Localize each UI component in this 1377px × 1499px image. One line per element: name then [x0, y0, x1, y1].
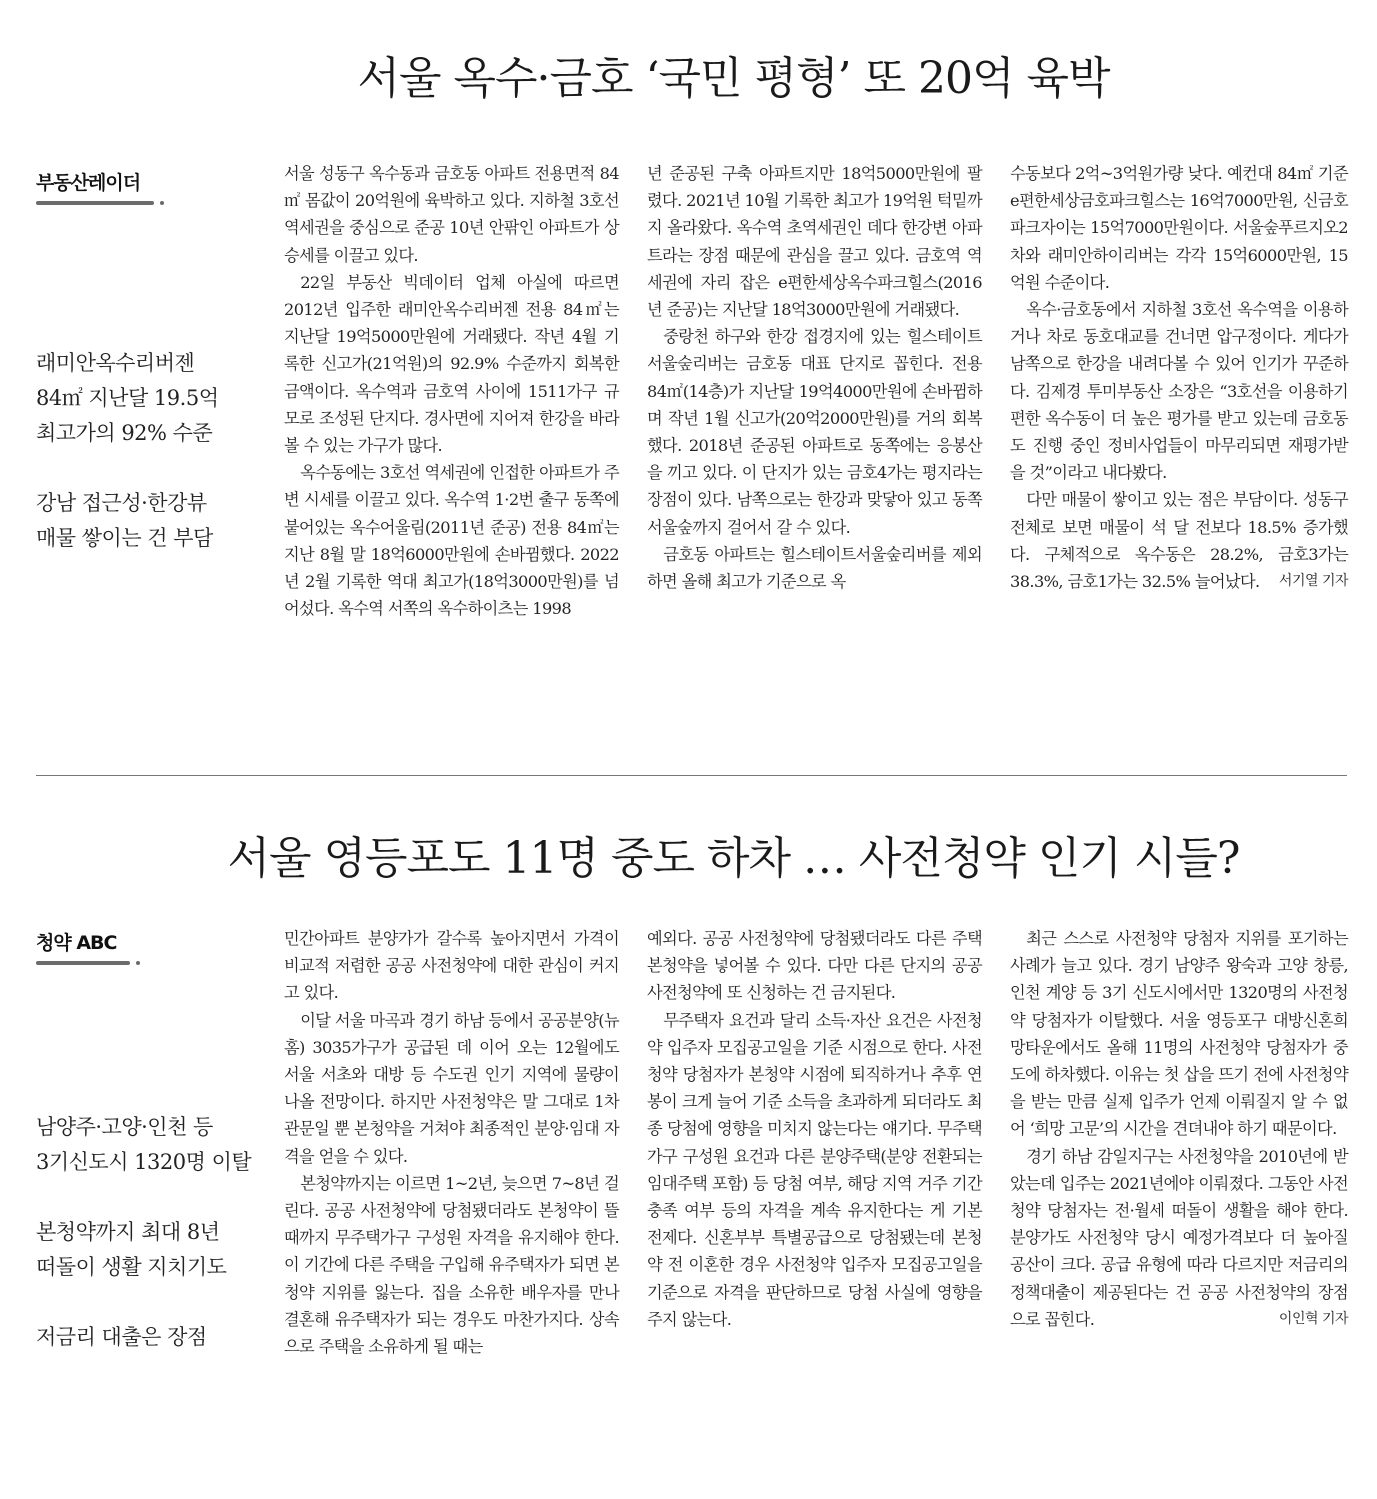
- deck-line: 강남 접근성·한강뷰: [36, 491, 207, 515]
- paragraph: 22일 부동산 빅데이터 업체 아실에 따르면 2012년 입주한 래미안옥수리버젠 전용 84㎡는 지난달 19억5000만원에 거래됐다. 작년 4월 기록한 신고가(21억원)의 92.9% 수준까지 회복한 금액이다. 옥수역과 금호역 사이에 1511가구 규모로 조성된 단지다. 경사면에 지어져 한강을 바라볼 수 있는 가구가 많다.: [284, 272, 619, 456]
- paragraph-text: 경기 하남 감일지구는 사전청약을 2010년에 받았는데 입주는 2021년에야 이뤄졌다. 그동안 사전청약 당첨자는 전·월세 떠돌이 생활을 해야 한다. 분양가도 사전청약 당시 예정가격보다 더 높아질 공산이 크다. 공급 유형에 따라 다르지만 저금리의 정책대출이 제공된다는 건 공공 사전청약의 장점으로 꼽힌다.: [1010, 1146, 1348, 1329]
- article2-column-1: [284, 925, 619, 1360]
- paragraph-with-byline: [1010, 486, 1348, 595]
- section-label-underline: [36, 201, 154, 205]
- paragraph: 예외다. 공공 사전청약에 당첨됐더라도 다른 주택 본청약을 넣어볼 수 있다. 다만 다른 단지의 공공 사전청약에 또 신청하는 건 금지된다.: [647, 929, 982, 1003]
- article2-deck: [36, 1110, 276, 1355]
- article1-body: [284, 160, 1348, 622]
- article2-body: [284, 925, 1348, 1360]
- deck-line: 본청약까지 최대 8년: [36, 1220, 220, 1244]
- article1-deck-1: [36, 346, 276, 556]
- paragraph: 이달 서울 마곡과 경기 하남 등에서 공공분양(뉴홈) 3035가구가 공급된 데 이어 오는 12월에도 서울 서초와 대방 등 수도권 인기 지역에 물량이 나올 전망이다. 하지만 사전청약은 말 그대로 1차 관문일 뿐 본청약을 거쳐야 최종적인 분양·임대 자격을 얻을 수 있다.: [284, 1010, 619, 1166]
- deck-spacer: [36, 1285, 276, 1320]
- deck-line: 래미안옥수리버젠: [36, 351, 195, 375]
- paragraph-text: 다만 매물이 쌓이고 있는 점은 부담이다. 성동구 전체로 보면 매물이 석 달 전보다 18.5% 증가했다. 구체적으로 옥수동은 28.2%, 금호3가는 38.3%, 금호1가는 32.5% 늘어났다.: [1010, 490, 1348, 592]
- article-divider: [36, 775, 1347, 776]
- deck-spacer: [36, 1180, 276, 1215]
- section-label-text: 부동산레이더: [36, 172, 141, 194]
- deck-line: 떠돌이 생활 지치기도: [36, 1255, 227, 1279]
- article2-column-2: [647, 925, 982, 1360]
- paragraph: 최근 스스로 사전청약 당첨자 지위를 포기하는 사례가 늘고 있다. 경기 남양주 왕숙과 고양 창릉, 인천 계양 등 3기 신도시에서만 1320명의 사전청약 당첨자가 이탈했다. 서울 영등포구 대방신혼희망타운에서도 올해 11명의 사전청약 당첨자가 중도에 하차했다. 이유는 첫 삽을 뜨기 전에 사전청약을 받는 만큼 실제 입주가 언제 이뤄질지 알 수 없어 ‘희망 고문’의 시간을 견뎌내야 하기 때문이다.: [1010, 929, 1348, 1139]
- article2-section-label: [36, 928, 130, 965]
- article1-column-3: [1010, 160, 1348, 622]
- article2-column-3: [1010, 925, 1348, 1360]
- paragraph: 년 준공된 구축 아파트지만 18억5000만원에 팔렸다. 2021년 10월 기록한 최고가 19억원 턱밑까지 올라왔다. 옥수역 초역세권인 데다 한강변 아파트라는 장점 때문에 관심을 끌고 있다. 금호역 역세권에 자리 잡은 e편한세상옥수파크힐스(2016년 준공)는 지난달 18억3000만원에 거래됐다.: [647, 164, 982, 320]
- article1-headline: 서울 옥수·금호 ‘국민 평형’ 또 20억 육박: [357, 53, 1110, 104]
- paragraph-with-byline: [1010, 1143, 1348, 1333]
- deck-line: 최고가의 92% 수준: [36, 421, 213, 445]
- article1-section-label: [36, 168, 154, 205]
- deck-line: 저금리 대출은 장점: [36, 1325, 207, 1349]
- byline: 이인혁 기자: [1278, 1310, 1348, 1327]
- section-label-text: 청약 ABC: [36, 932, 117, 954]
- deck-line: 3기신도시 1320명 이탈: [36, 1150, 252, 1174]
- article2-headline: 서울 영등포도 11명 중도 하차 … 사전청약 인기 시들?: [227, 833, 1240, 884]
- paragraph: 서울 성동구 옥수동과 금호동 아파트 전용면적 84㎡ 몸값이 20억원에 육박하고 있다. 지하철 3호선 역세권을 중심으로 준공 10년 안팎인 아파트가 상승세를 이끌고 있다.: [284, 164, 619, 265]
- byline: 서기열 기자: [1278, 573, 1348, 590]
- section-label-underline: [36, 961, 130, 965]
- deck-line: 84㎡ 지난달 19.5억: [36, 386, 219, 410]
- deck-spacer: [36, 451, 276, 486]
- paragraph: 수동보다 2억~3억원가량 낮다. 예컨대 84㎡ 기준 e편한세상금호파크힐스는 16억7000만원, 신금호파크자이는 15억7000만원이다. 서울숲푸르지오2차와 래미안하이리버는 각각 15억6000만원, 15억원 수준이다.: [1010, 164, 1348, 292]
- paragraph: 중랑천 하구와 한강 접경지에 있는 힐스테이트서울숲리버는 금호동 대표 단지로 꼽힌다. 전용 84㎡(14층)가 지난달 19억4000만원에 손바뀜하며 작년 1월 신고가(20억2000만원)를 거의 회복했다. 2018년 준공된 아파트로 동쪽에는 응봉산을 끼고 있다. 이 단지가 있는 금호4가는 평지라는 장점이 있다. 남쪽으로는 한강과 맞닿아 있고 동쪽 서울숲까지 걸어서 갈 수 있다.: [647, 327, 982, 537]
- paragraph: 옥수동에는 3호선 역세권에 인접한 아파트가 주변 시세를 이끌고 있다. 옥수역 1·2번 출구 동쪽에 붙어있는 옥수어울림(2011년 준공) 전용 84㎡는 지난 8월 말 18억6000만원에 손바뀜했다. 2022년 2월 기록한 역대 최고가(18억3000만원)를 넘어섰다. 옥수역 서쪽의 옥수하이츠는 1998: [284, 463, 619, 619]
- paragraph: 금호동 아파트는 힐스테이트서울숲리버를 제외하면 올해 최고가 기준으로 옥: [647, 544, 982, 592]
- paragraph: 민간아파트 분양가가 갈수록 높아지면서 가격이 비교적 저렴한 공공 사전청약에 대한 관심이 커지고 있다.: [284, 929, 619, 1003]
- article1-column-2: [647, 160, 982, 622]
- deck-line: 남양주·고양·인천 등: [36, 1115, 213, 1139]
- article1-column-1: [284, 160, 619, 622]
- paragraph: 옥수·금호동에서 지하철 3호선 옥수역을 이용하거나 차로 동호대교를 건너면 압구정이다. 게다가 남쪽으로 한강을 내려다볼 수 있어 인기가 꾸준하다. 김제경 투미부동산 소장은 “3호선을 이용하기 편한 옥수동이 더 높은 평가를 받고 있는데 금호동도 진행 중인 정비사업들이 마무리되면 재평가받을 것”이라고 내다봤다.: [1010, 300, 1348, 483]
- deck-line: 매물 쌓이는 건 부담: [36, 526, 213, 550]
- paragraph: 본청약까지는 이르면 1~2년, 늦으면 7~8년 걸린다. 공공 사전청약에 당첨됐더라도 본청약이 뜰 때까지 무주택가구 구성원 자격을 유지해야 한다. 이 기간에 다른 주택을 구입해 유주택자가 되면 본청약 지위를 잃는다. 집을 소유한 배우자를 만나 결혼해 유주택자가 되는 경우도 마찬가지다. 상속으로 주택을 소유하게 될 때는: [284, 1173, 619, 1357]
- paragraph: 무주택자 요건과 달리 소득·자산 요건은 사전청약 입주자 모집공고일을 기준 시점으로 한다. 사전청약 당첨자가 본청약 시점에 퇴직하거나 추후 연봉이 크게 늘어 기준 소득을 초과하게 되더라도 최종 당첨에 영향을 미치지 않는다는 얘기다. 무주택가구 구성원 요건과 다른 분양주택(분양 전환되는 임대주택 포함) 등 당첨 여부, 해당 지역 거주 기간 충족 여부 등의 자격을 계속 유지한다는 게 기본 전제다. 신혼부부 특별공급으로 당첨됐는데 본청약 전 이혼한 경우 사전청약 입주자 모집공고일을 기준으로 자격을 판단하므로 당첨 사실에 영향을 주지 않는다.: [647, 1010, 982, 1329]
